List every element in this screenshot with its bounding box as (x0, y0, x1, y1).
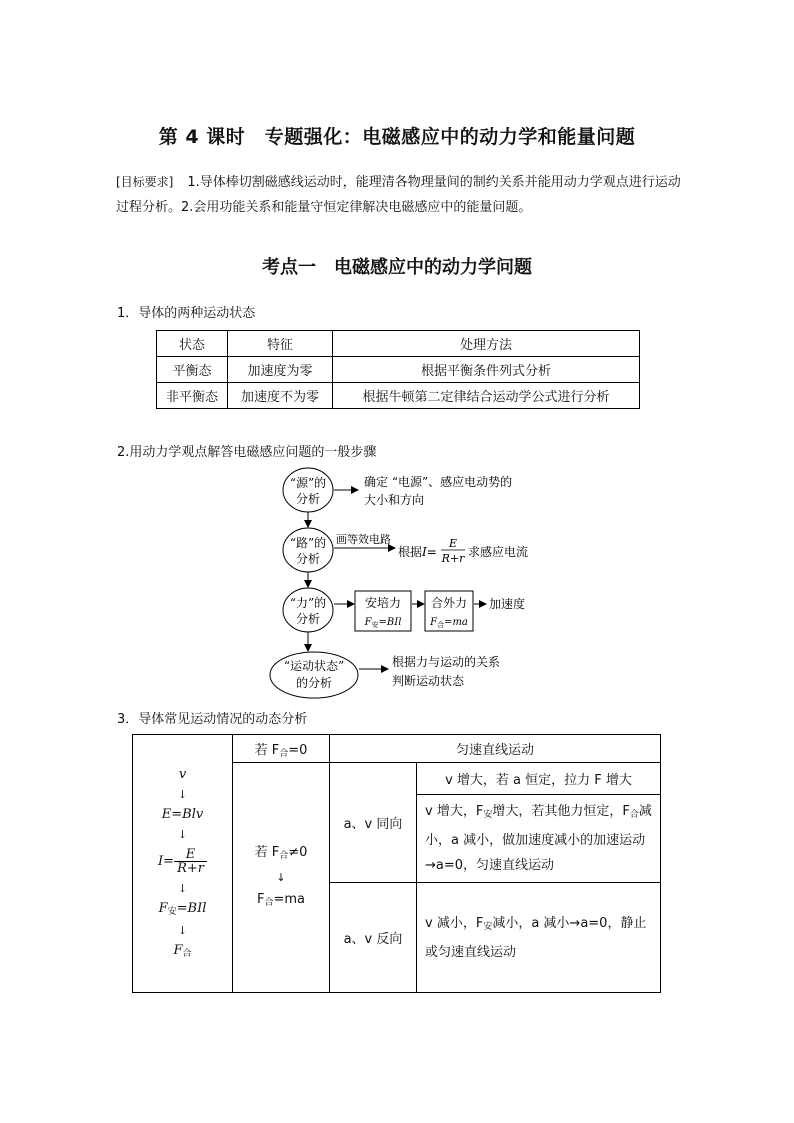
kaodian-title: 考点一 电磁感应中的动力学问题 (262, 257, 532, 278)
node4-line2: 的分析 (295, 676, 333, 690)
header-cell: 特征 (228, 331, 333, 357)
node1-line1: “源”的 (289, 476, 327, 490)
header-cell: 处理方法 (333, 331, 640, 357)
section1-heading: 1．导体的两种运动状态 (117, 306, 256, 321)
chain-current: I= $\frac{E}{R+r}$ (134, 848, 231, 875)
chain-cell (133, 735, 233, 993)
node4-note-line2: 判断运动状态 (392, 674, 465, 688)
node3-line1: “力”的 (289, 596, 327, 610)
same-dir-case2: v 增大，$F_安$增大，若其他力恒定，$F_合$减小，a 减小，做加速度减小的加速运动→a=0，匀速直线运动 (417, 795, 661, 883)
table-cell: 加速度为零 (228, 357, 333, 383)
opp-dir-case: v 减小，$F_安$减小，a 减小→a=0，静止或匀速直线运动 (417, 883, 661, 993)
node1-line2: 分析 (295, 492, 321, 506)
uniform-cell: 匀速直线运动 (330, 735, 661, 763)
box1-formula: $F_安=BIl$ (364, 617, 402, 629)
node2-line1: “路”的 (289, 536, 327, 550)
opp-dir-cell: a、v 反向 (330, 883, 417, 993)
same-dir-cell: a、v 同向 (330, 763, 417, 883)
box1-title: 安培力 (364, 596, 402, 610)
result-acceleration: 加速度 (489, 597, 526, 611)
table-row (133, 735, 661, 763)
table-cell: 非平衡态 (157, 383, 228, 409)
chain-arrow: ↓ (177, 924, 188, 937)
dynamic-analysis-table (132, 734, 661, 993)
node2-note-pre: 根据I= (398, 545, 437, 559)
node2-frac-den: R+r (441, 552, 465, 565)
table-cell: 根据平衡条件列式分析 (333, 357, 640, 383)
chain-emf: E=Blv (161, 807, 204, 822)
node2-line2: 分析 (295, 552, 321, 566)
table-cell: 加速度不为零 (228, 383, 333, 409)
table-cell: 根据牛顿第二定律结合运动学公式进行分析 (333, 383, 640, 409)
header-cell: 状态 (157, 331, 228, 357)
node2-note-post: 求感应电流 (468, 545, 529, 559)
chain-current-frac: $\frac{E}{R+r}$ (174, 848, 207, 875)
section3-heading: 3．导体常见运动情况的动态分析 (117, 712, 308, 727)
box2-formula: $F_合=ma$ (430, 617, 468, 629)
same-dir-case1: v 增大，若 a 恒定，拉力 F 增大 (417, 763, 661, 795)
node2-label: 画等效电路 (336, 533, 391, 546)
chain-arrow: ↓ (177, 788, 188, 801)
node2-frac-num: E (448, 537, 458, 550)
table-cell: 平衡态 (157, 357, 228, 383)
formula-chain (134, 768, 231, 959)
chain-arrow: ↓ (177, 882, 188, 895)
node1-note-line2: 大小和方向 (364, 493, 425, 507)
goal-text: 1.导体棒切割磁感线运动时，能理清各物理量间的制约关系并能用动力学观点进行运动过程分析。2.会用功能关系和能量守恒定律解决电磁感应中的能量问题。 (116, 175, 681, 215)
chain-arrow: ↓ (177, 828, 188, 841)
chain-net: $F_合$ (173, 943, 192, 959)
node3-line2: 分析 (295, 612, 321, 626)
box2-title: 合外力 (430, 596, 468, 610)
goal-tag: [目标要求] (116, 175, 174, 189)
chain-ampere: $F_安=BIl$ (158, 901, 207, 917)
node4-note-line1: 根据力与运动的关系 (392, 655, 501, 669)
node4-line1: “运动状态” (283, 659, 345, 673)
node1-note-line1: 确定 “电源”、感应电动势的 (364, 475, 513, 489)
cond-nonzero-cell: 若 $F_合\ne 0$ ↓ $F_合=ma$ (233, 763, 330, 993)
section2-heading: 2.用动力学观点解答电磁感应问题的一般步骤 (117, 445, 377, 460)
page-title: 第 4 课时 专题强化：电磁感应中的动力学和能量问题 (158, 126, 636, 148)
cond-zero-cell: 若 $F_合=0$ (233, 735, 330, 763)
chain-v: v (178, 767, 187, 782)
